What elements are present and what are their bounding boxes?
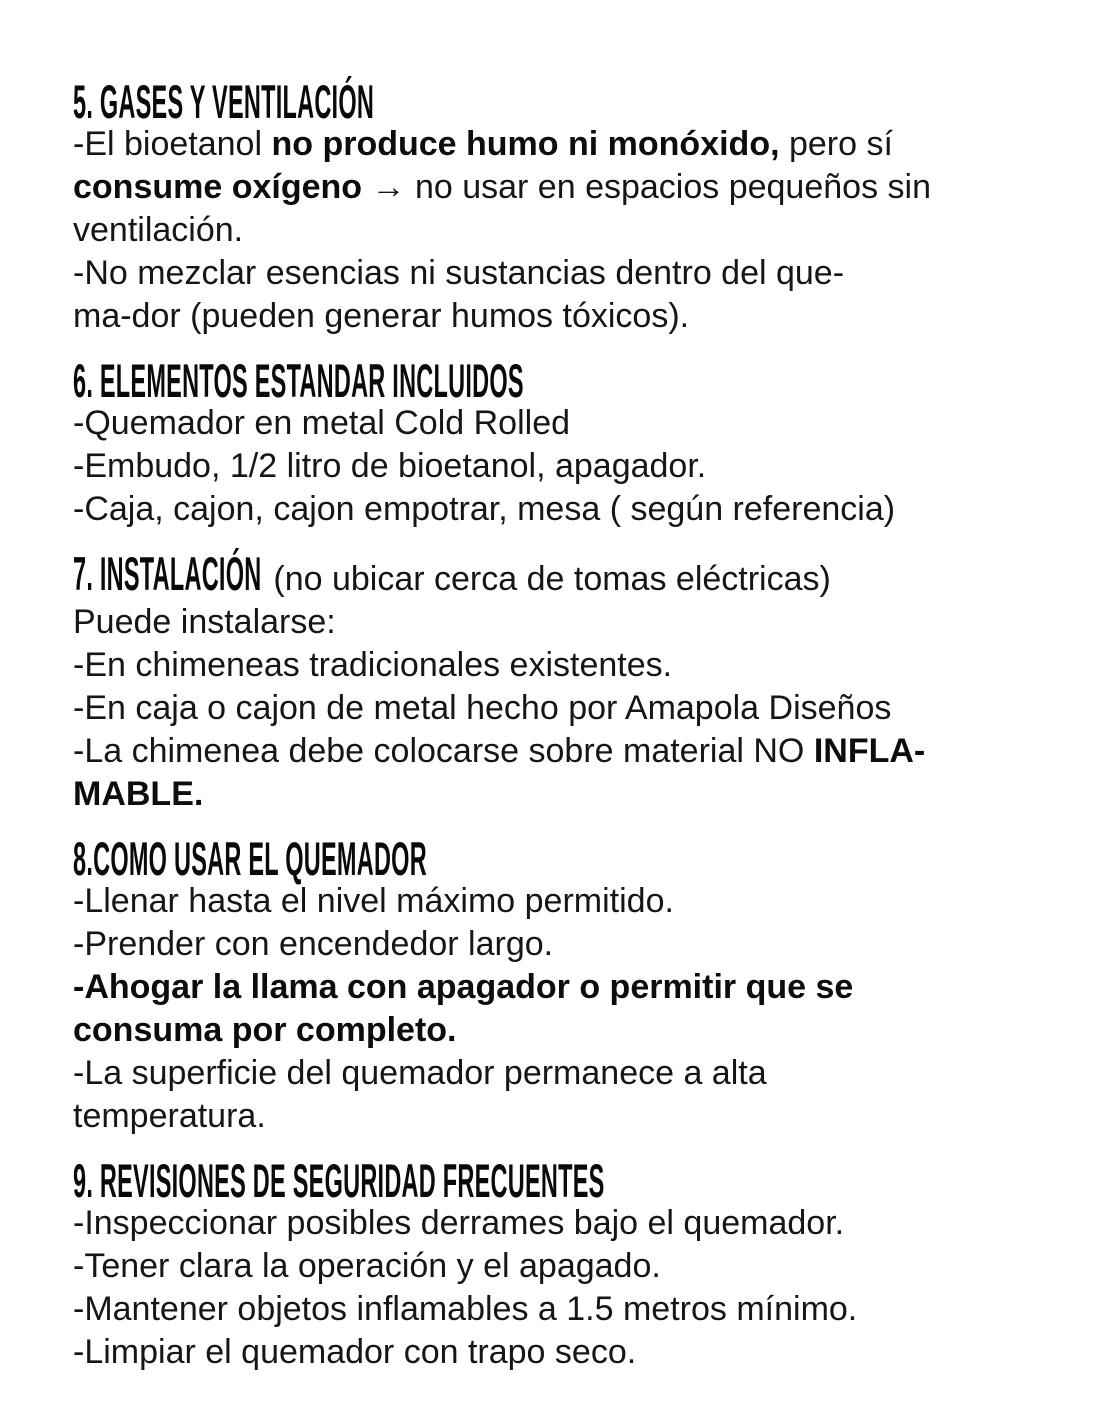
text-segment: consume oxígeno (73, 168, 363, 206)
text-segment: -Quemador en metal Cold Rolled (73, 404, 571, 442)
text-line (73, 1052, 1040, 1095)
text-segment: -Limpiar el quemador con trapo seco. (73, 1333, 637, 1371)
text-segment: -Mantener objetos inflamables a 1.5 metros mínimo. (73, 1290, 858, 1328)
text-line (73, 966, 1040, 1009)
section-heading-note: (no ubicar cerca de tomas eléctricas) (273, 560, 831, 598)
section-8-como-usar-el-quemador (73, 832, 1040, 1138)
text-segment: INFLA- (813, 732, 926, 770)
text-line (73, 687, 1040, 730)
section-heading (73, 354, 1040, 407)
text-segment: -La superficie del quemador permanece a alta (73, 1054, 767, 1092)
section-heading-text: 9. REVISIONES DE SEGURIDAD FRECUENTES (73, 1154, 605, 1207)
text-segment: ventilación. (73, 211, 244, 249)
section-heading-text: 8.COMO USAR EL QUEMADOR (73, 832, 427, 885)
text-segment: ma-dor (pueden generar humos tóxicos). (73, 297, 690, 335)
text-segment: -Caja, cajon, cajon empotrar, mesa ( según referencia) (73, 490, 896, 528)
text-line (73, 445, 1040, 488)
text-segment: -Embudo, 1/2 litro de bioetanol, apagador. (73, 447, 707, 485)
text-segment: -Inspeccionar posibles derrames bajo el quemador. (73, 1204, 845, 1242)
text-line (73, 880, 1040, 923)
text-segment: no produce humo ni monóxido, (271, 125, 780, 163)
text-line (73, 1095, 1040, 1138)
text-line (73, 1245, 1040, 1288)
text-line (73, 644, 1040, 687)
text-line (73, 402, 1040, 445)
text-line (73, 1009, 1040, 1052)
text-segment: temperatura. (73, 1097, 266, 1135)
text-segment: -Ahogar la llama con apagador o permitir que se (73, 968, 854, 1006)
text-segment: MABLE. (73, 775, 204, 813)
section-9-revisiones-de-seguridad (73, 1154, 1040, 1374)
section-heading (73, 75, 1040, 128)
text-line (73, 773, 1040, 816)
text-segment: -La chimenea debe colocarse sobre material NO (73, 732, 814, 770)
section-heading (73, 547, 1040, 601)
section-heading-text: 6. ELEMENTOS ESTANDAR INCLUIDOS (73, 354, 524, 407)
text-line (73, 488, 1040, 531)
text-segment: consuma por completo. (73, 1011, 457, 1049)
text-segment: -El bioetanol (73, 125, 272, 163)
text-segment: -Prender con encendedor largo. (73, 925, 554, 963)
text-segment: Puede instalarse: (73, 603, 336, 641)
text-line (73, 601, 1040, 644)
text-line (73, 209, 1040, 252)
text-line (73, 1288, 1040, 1331)
section-7-instalacion (73, 547, 1040, 816)
section-heading (73, 832, 1040, 885)
text-line (73, 1331, 1040, 1374)
text-segment: -Llenar hasta el nivel máximo permitido. (73, 882, 674, 920)
text-line (73, 166, 1040, 209)
text-segment: -En caja o cajon de metal hecho por Amapola Diseños (73, 689, 892, 727)
text-line (73, 730, 1040, 773)
text-line (73, 923, 1040, 966)
text-segment: pero sí (779, 125, 893, 163)
text-segment: -En chimeneas tradicionales existentes. (73, 646, 673, 684)
text-segment: → no usar en espacios pequeños sin (362, 168, 931, 206)
text-segment: -Tener clara la operación y el apagado. (73, 1247, 661, 1285)
text-segment: -No mezclar esencias ni sustancias dentro del que- (73, 254, 845, 292)
text-line (73, 123, 1040, 166)
text-line (73, 252, 1040, 295)
text-line (73, 295, 1040, 338)
text-line (73, 1202, 1040, 1245)
section-heading (73, 1154, 1040, 1207)
section-heading-text: 5. GASES Y VENTILACIÓN (73, 75, 375, 128)
section-6-elementos-estandar (73, 354, 1040, 531)
section-heading-text: 7. INSTALACIÓN (73, 547, 262, 600)
section-5-gases-y-ventilacion (73, 75, 1040, 338)
